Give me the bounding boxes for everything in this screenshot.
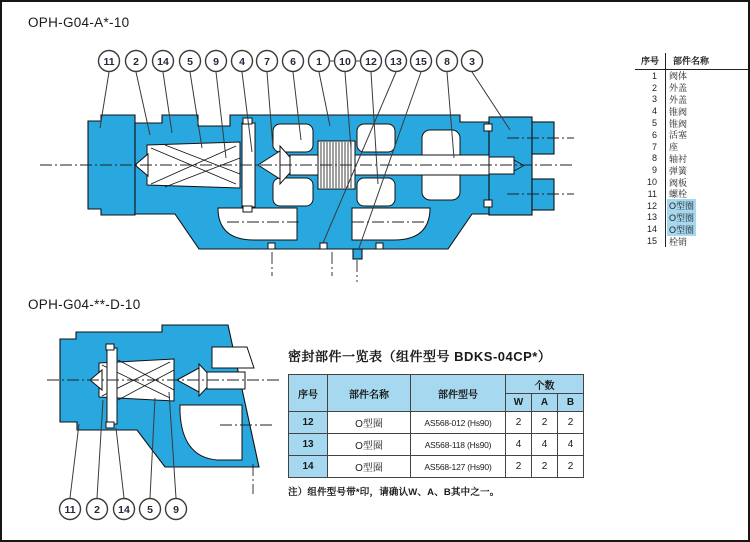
seal-table-title: 密封部件一览表（组件型号 BDKS-04CP*） bbox=[288, 349, 552, 364]
lower-cavity-left bbox=[273, 178, 313, 206]
svg-text:4: 4 bbox=[239, 56, 245, 68]
oring-groove-2 bbox=[320, 243, 327, 249]
valve-cross-section-top bbox=[40, 115, 574, 282]
bottom-boss bbox=[532, 179, 554, 210]
parts-row: 12 O型圈 bbox=[646, 200, 695, 212]
parts-row: 10 阀板 bbox=[646, 177, 688, 188]
parts-row: 5 锥阀 bbox=[651, 118, 688, 129]
seal-header-b: B bbox=[558, 394, 584, 412]
parts-row: 3 外盖 bbox=[651, 94, 688, 105]
pin bbox=[353, 249, 362, 259]
svg-text:5: 5 bbox=[147, 504, 153, 516]
lower-cavity-right bbox=[357, 178, 395, 206]
seal-row: 13 O型圈 AS568-118 (Hs90) 4 4 4 bbox=[289, 434, 584, 456]
parts-row: 2 外盖 bbox=[651, 82, 688, 94]
model-title-bottom: OPH-G04-**-D-10 bbox=[28, 297, 141, 312]
seal-parts-table bbox=[288, 374, 584, 478]
svg-text:1: 1 bbox=[316, 56, 322, 68]
parts-row: 8 轴衬 bbox=[651, 153, 688, 164]
seal-row: 14 O型圈 AS568-127 (Hs90) 2 2 2 bbox=[289, 456, 584, 478]
parts-row: 4 锥阀 bbox=[651, 106, 688, 117]
parts-header-no: 序号 bbox=[640, 56, 659, 66]
top-callout-3 bbox=[462, 51, 511, 131]
flange-plate-bottom bbox=[107, 348, 117, 424]
parts-row: 11 螺栓 bbox=[647, 188, 688, 200]
svg-text:3: 3 bbox=[469, 56, 475, 68]
parts-row: 9 弹簧 bbox=[651, 165, 688, 176]
seal-header-qty: 个数 bbox=[506, 375, 584, 394]
svg-text:15: 15 bbox=[415, 56, 427, 68]
seal-header-no: 序号 bbox=[289, 375, 328, 412]
seal-table-note: 注）组件型号带*印，请确认W、A、B其中之一。 bbox=[288, 487, 500, 498]
seal-parts-section bbox=[288, 346, 588, 498]
parts-list bbox=[635, 52, 748, 247]
svg-text:2: 2 bbox=[94, 504, 100, 516]
oring-groove-3 bbox=[376, 243, 383, 249]
seal-header-model: 部件型号 bbox=[411, 375, 506, 412]
parts-divider bbox=[665, 53, 666, 247]
shaft-bottom bbox=[207, 372, 245, 389]
parts-header-name: 部件名称 bbox=[673, 56, 710, 66]
parts-list-header bbox=[635, 52, 748, 69]
seal-row: 12 O型圈 AS568-012 (Hs90) 2 2 2 bbox=[289, 412, 584, 434]
bottom-callout-11 bbox=[60, 424, 81, 520]
valve-cross-section-bottom bbox=[47, 325, 282, 494]
seal-header-a: A bbox=[532, 394, 558, 412]
seal-header-name: 部件名称 bbox=[328, 375, 411, 412]
seal-header-w: W bbox=[506, 394, 532, 412]
upper-passage-bottom bbox=[212, 347, 254, 368]
svg-text:12: 12 bbox=[365, 56, 377, 68]
svg-text:6: 6 bbox=[290, 56, 296, 68]
svg-text:11: 11 bbox=[64, 504, 76, 516]
parts-row: 6 活塞 bbox=[651, 129, 688, 141]
svg-text:9: 9 bbox=[173, 504, 179, 516]
parts-row: 7 座 bbox=[651, 141, 679, 153]
parts-row: 13 O型圈 bbox=[646, 212, 695, 223]
svg-text:2: 2 bbox=[133, 56, 139, 68]
flange-bolt-top-b bbox=[106, 344, 114, 350]
oring-groove-1 bbox=[268, 243, 275, 249]
right-cover-slot bbox=[489, 157, 514, 174]
right-bolt-bottom bbox=[484, 200, 492, 207]
svg-text:13: 13 bbox=[390, 56, 402, 68]
parts-row: 14 O型圈 bbox=[646, 224, 695, 235]
model-title-top: OPH-G04-A*-10 bbox=[28, 15, 130, 30]
svg-text:11: 11 bbox=[103, 56, 115, 68]
svg-text:14: 14 bbox=[118, 504, 130, 516]
parts-row: 15 栓销 bbox=[646, 236, 688, 247]
upper-cavity-left bbox=[273, 124, 313, 152]
bottom-callout-14 bbox=[114, 428, 135, 520]
flange-bolt-bottom bbox=[243, 206, 252, 212]
svg-text:9: 9 bbox=[213, 56, 219, 68]
svg-text:7: 7 bbox=[264, 56, 270, 68]
svg-text:8: 8 bbox=[444, 56, 450, 68]
svg-text:5: 5 bbox=[187, 56, 193, 68]
svg-text:14: 14 bbox=[157, 56, 169, 68]
svg-text:10: 10 bbox=[339, 56, 351, 68]
parts-row: 1 阀体 bbox=[651, 70, 688, 82]
right-bolt-top bbox=[484, 124, 492, 131]
flange-bolt-bottom-b bbox=[106, 422, 114, 428]
